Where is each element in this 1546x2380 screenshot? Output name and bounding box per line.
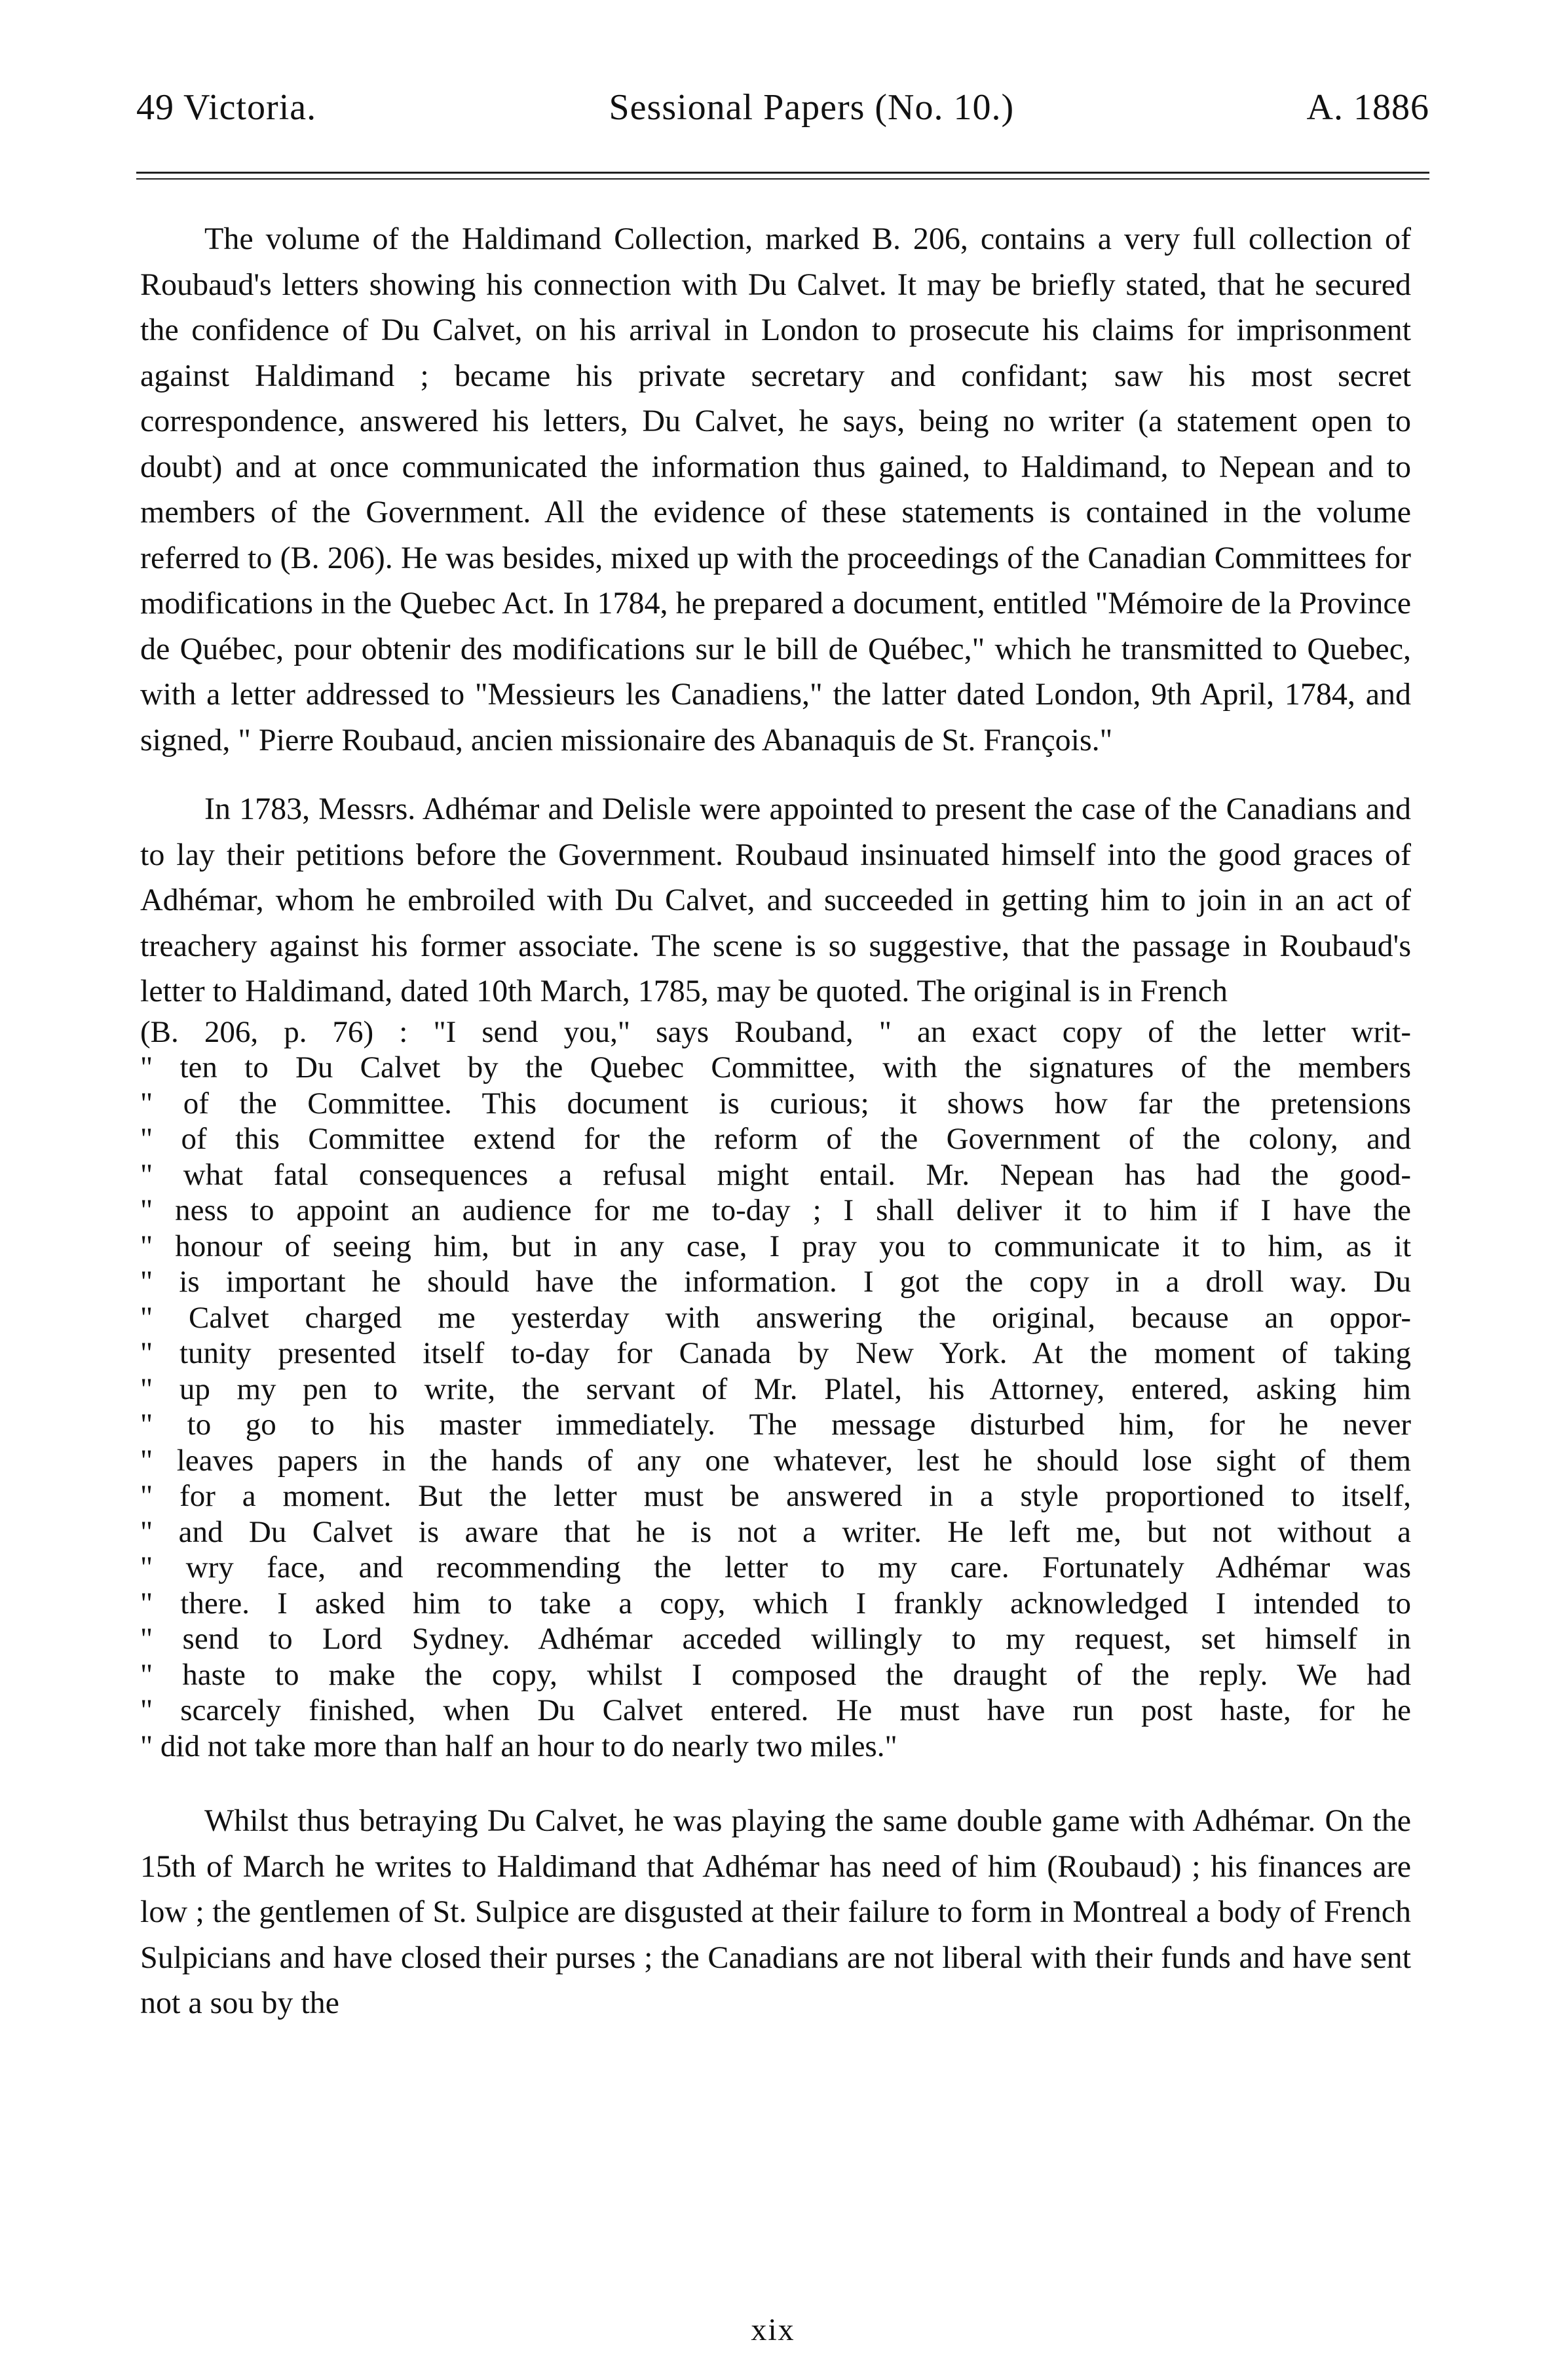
quote-line: " ness to appoint an audience for me to-day ; I shall deliver it to him if I have the (140, 1193, 1411, 1227)
quote-line: " is important he should have the information. I got the copy in a droll way. Du (140, 1265, 1411, 1299)
quote-line: " to go to his master immediately. The message disturbed him, for he never (140, 1408, 1411, 1442)
header-title: Sessional Papers (No. 10.) (609, 87, 1015, 128)
quote-line: " did not take more than half an hour to do nearly two miles." (140, 1729, 897, 1763)
page-number: xix (751, 2313, 795, 2347)
paragraph-1: The volume of the Haldimand Collection, marked B. 206, contains a very full collection of Roubaud's letters showing his connection with Du Calvet. It may be briefly stated, that he secured the confidence of Du Calvet, on his arrival in London to prosecute his claims for imprisonment against Haldimand ; became his private secretary and confidant; saw his most secret correspondence, answered his letters, Du Calvet, he says, being no writer (a statement open to doubt) and at once communicated the information thus gained, to Haldimand, to Nepean and to members of the Government. All the evidence of these statements is contained in the volume referred to (B. 206). He was besides, mixed up with the proceedings of the Canadian Committees for modifications in the Quebec Act. In 1784, he prepared a document, entitled "Mémoire de la Province de Québec, pour obtenir des modifications sur le bill de Québec," which he transmitted to Quebec, with a letter addressed to "Messieurs les Canadiens," the latter dated London, 9th April, 1784, and signed, " Pierre Roubaud, ancien missionaire des Abanaquis de St. François." (140, 221, 1411, 758)
header-year: A. 1886 (1306, 87, 1429, 128)
quote-line: " for a moment. But the letter must be answered in a style proportioned to itself, (140, 1479, 1411, 1513)
quote-line: " Calvet charged me yesterday with answering the original, because an oppor- (140, 1300, 1411, 1335)
header-rule-bottom (136, 178, 1429, 180)
quote-line: " what fatal consequences a refusal might entail. Mr. Nepean has had the good- (140, 1157, 1411, 1192)
quote-line: " scarcely finished, when Du Calvet entered. He must have run post haste, for he (140, 1693, 1411, 1727)
running-header (136, 86, 1429, 139)
quote-line: " wry face, and recommending the letter to my care. Fortunately Adhémar was (140, 1550, 1411, 1584)
quote-line: " honour of seeing him, but in any case, I pray you to communicate it to him, as it (140, 1229, 1411, 1263)
page-body (140, 216, 1411, 2026)
paragraph-2: In 1783, Messrs. Adhémar and Delisle were appointed to present the case of the Canadians and to lay their petitions before the Government. Roubaud insinuated himself into the good graces of Adhémar, whom he embroiled with Du Calvet, and succeeded in getting him to join in an act of treachery against his former associate. The scene is so suggestive, that the passage in Roubaud's letter to Haldimand, dated 10th March, 1785, may be quoted. The original is in French (140, 792, 1411, 1008)
header-volume: 49 Victoria. (136, 87, 317, 128)
quote-line: " there. I asked him to take a copy, which I frankly acknowledged I intended to (140, 1586, 1411, 1621)
quote-line: " of the Committee. This document is curious; it shows how far the pretensions (140, 1086, 1411, 1121)
header-rule-top (136, 172, 1429, 174)
quote-line: " up my pen to write, the servant of Mr. Platel, his Attorney, entered, asking him (140, 1372, 1411, 1406)
quote-line: " send to Lord Sydney. Adhémar acceded willingly to my request, set himself in (140, 1622, 1411, 1656)
quote-line: " haste to make the copy, whilst I composed the draught of the reply. We had (140, 1657, 1411, 1692)
quote-line: " of this Committee extend for the reform of the Government of the colony, and (140, 1122, 1411, 1156)
quote-line: " tunity presented itself to-day for Canada by New York. At the moment of taking (140, 1336, 1411, 1370)
quoted-letter (140, 1014, 1411, 1765)
quote-line: " and Du Calvet is aware that he is not a writer. He left me, but not without a (140, 1514, 1411, 1549)
quote-line: " ten to Du Calvet by the Quebec Committee, with the signatures of the members (140, 1050, 1411, 1084)
quote-line: (B. 206, p. 76) : "I send you," says Rouband, " an exact copy of the letter writ- (140, 1014, 1411, 1049)
paragraph-3: Whilst thus betraying Du Calvet, he was playing the same double game with Adhémar. On the 15th of March he writes to Haldimand that Adhémar has need of him (Roubaud) ; his finances are low ; the gentlemen of St. Sulpice are disgusted at their failure to form in Montreal a body of French Sulpicians and have closed their purses ; the Canadians are not liberal with their funds and have sent not a sou by the (140, 1803, 1411, 2020)
quote-line: " leaves papers in the hands of any one whatever, lest he should lose sight of them (140, 1443, 1411, 1478)
